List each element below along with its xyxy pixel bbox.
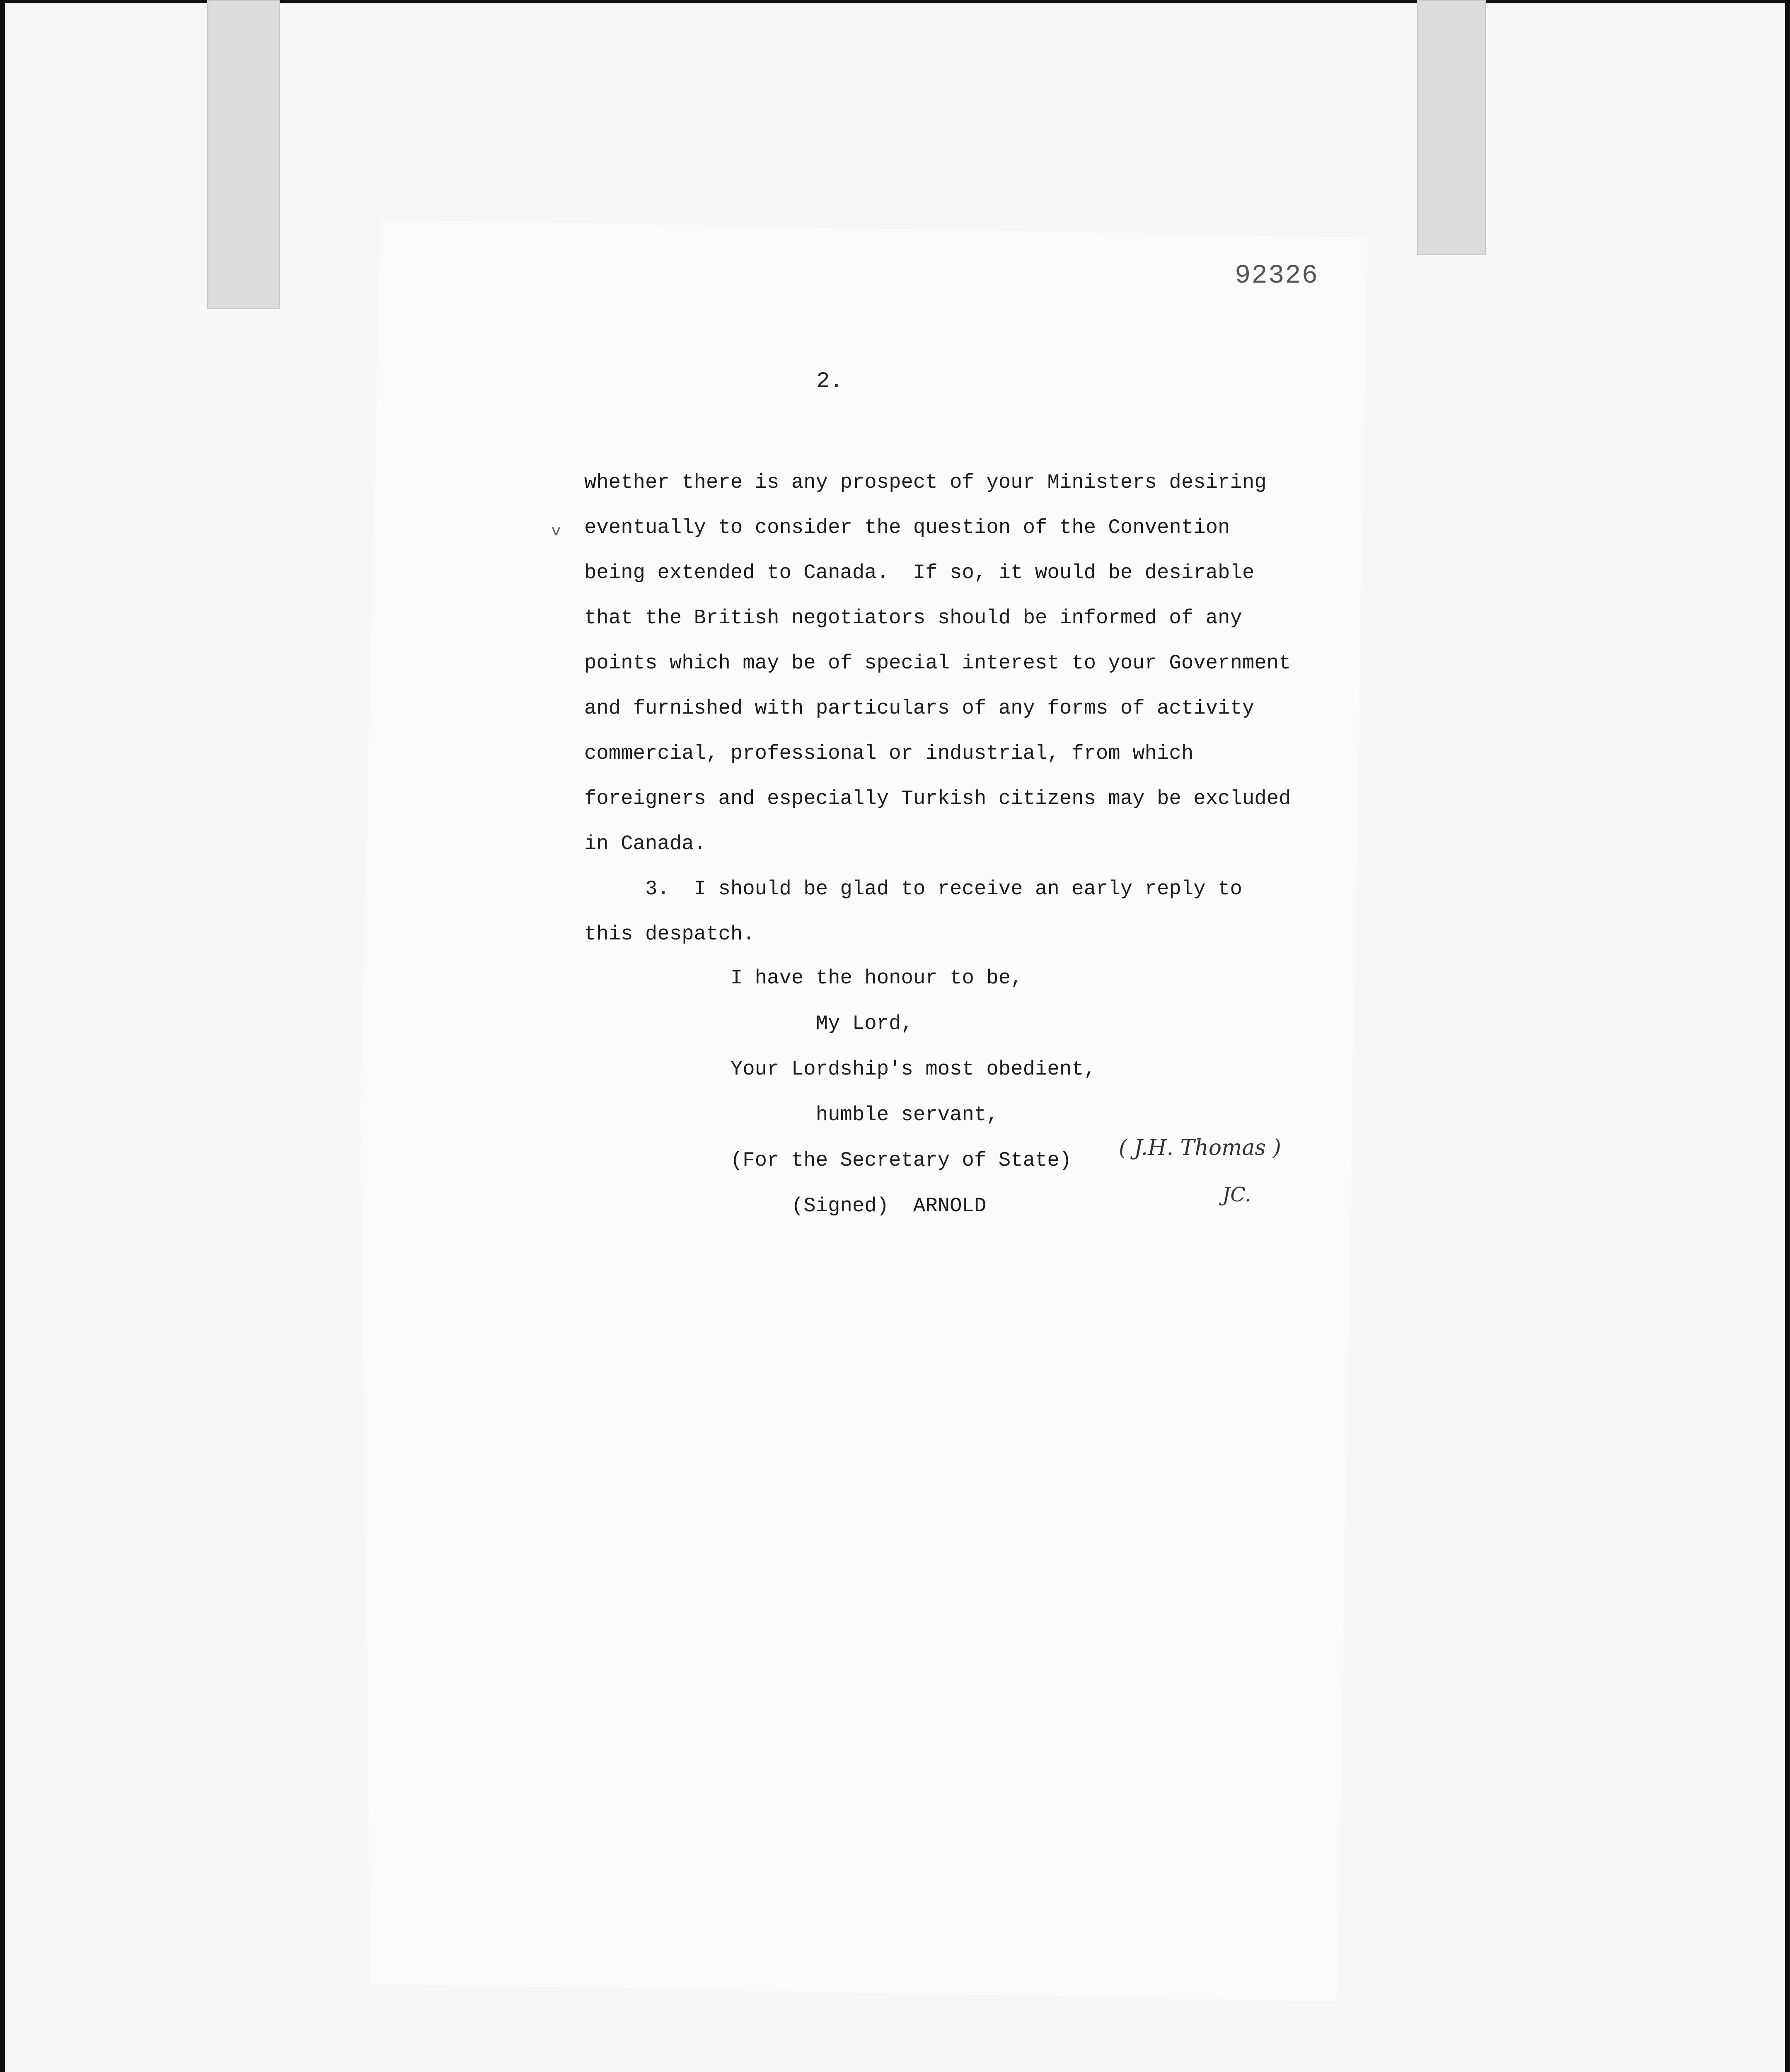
margin-mark: v <box>551 522 561 541</box>
closing-line: I have the honour to be, <box>584 966 1023 990</box>
handwritten-annotation: ( J.H. Thomas ) <box>1119 1135 1281 1160</box>
letter-body <box>584 460 1330 957</box>
frame-right-edge <box>1785 0 1790 2072</box>
folio-number: 92326 <box>1235 261 1319 291</box>
page-number: 2. <box>816 369 843 394</box>
frame-left-edge <box>0 0 5 2072</box>
handwritten-initials: JC. <box>1222 1183 1251 1206</box>
body-line: this despatch. <box>584 922 755 946</box>
tape-strip-top-left <box>207 0 280 309</box>
letter-closing <box>584 955 1330 1229</box>
body-line: whether there is any prospect of your Ministers desiring <box>584 471 1267 494</box>
body-line: and furnished with particulars of any forms of activity <box>584 697 1255 720</box>
body-line: that the British negotiators should be informed of any <box>584 606 1242 629</box>
closing-line: (Signed) ARNOLD <box>584 1194 987 1218</box>
closing-line: humble servant, <box>584 1103 999 1126</box>
body-line: eventually to consider the question of the Convention <box>584 516 1230 539</box>
tape-strip-top-right <box>1417 0 1486 255</box>
closing-line: My Lord, <box>584 1012 913 1035</box>
body-line: 3. I should be glad to receive an early reply to <box>584 877 1242 900</box>
body-line: points which may be of special interest to your Government <box>584 651 1291 675</box>
closing-line: (For the Secretary of State) <box>584 1149 1072 1172</box>
body-line: being extended to Canada. If so, it would be desirable <box>584 561 1255 584</box>
closing-line: Your Lordship's most obedient, <box>584 1058 1096 1081</box>
body-line: commercial, professional or industrial, from which <box>584 742 1194 765</box>
body-line: in Canada. <box>584 832 706 855</box>
body-line: foreigners and especially Turkish citizens may be excluded <box>584 787 1291 810</box>
